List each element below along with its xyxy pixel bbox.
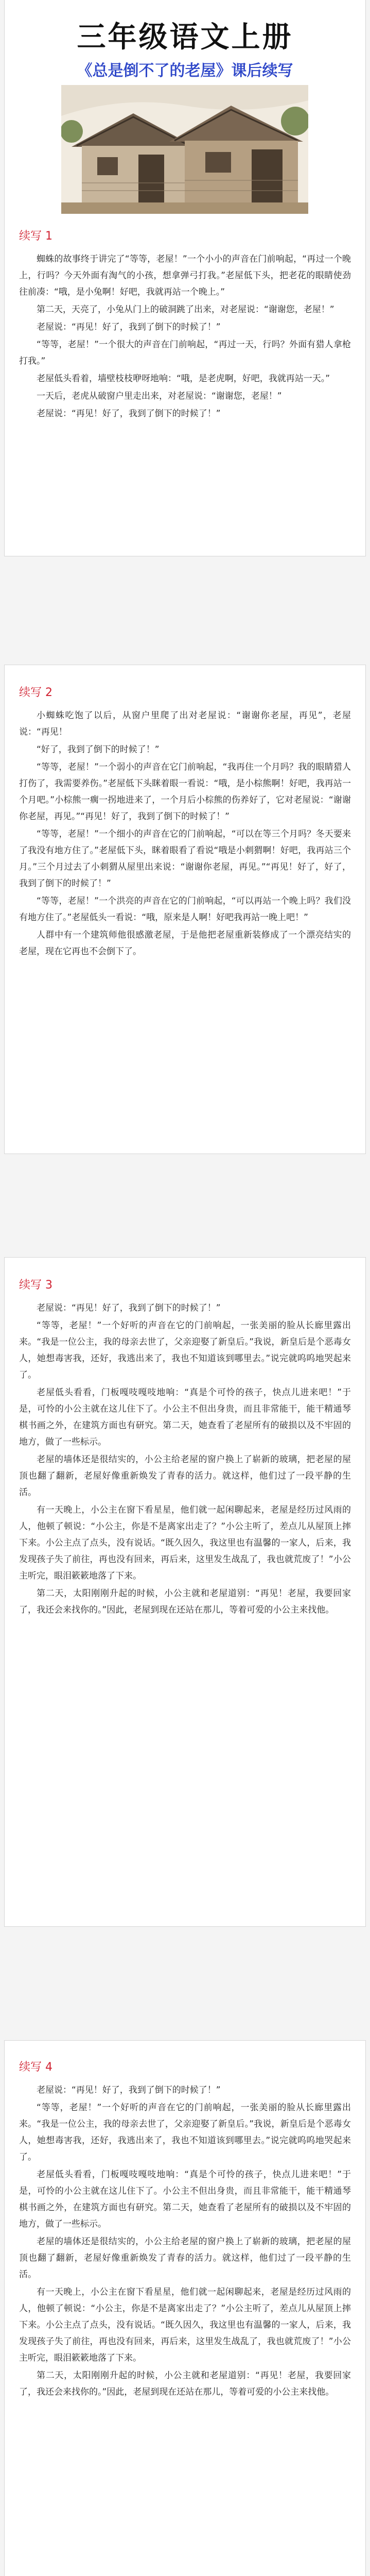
continuation-section-4 bbox=[19, 2060, 351, 2401]
old-house-illustration bbox=[61, 85, 308, 214]
paragraph: 老屋的墙体还是很结实的，小公主给老屋的窗户换上了崭新的玻璃，把老屋的屋顶也翻了翻新，老屋好像重新焕发了青春的活力。就这样，他们过了一段平静的生活。 bbox=[19, 1454, 351, 1498]
paragraph: 老屋的墙体还是很结实的，小公主给老屋的窗户换上了崭新的玻璃，把老屋的屋顶也翻了翻新，老屋好像重新焕发了青春的活力。就这样，他们过了一段平静的生活。 bbox=[19, 2236, 351, 2280]
paragraph: 老屋低头看看，门板嘎吱嘎吱地响：“真是个可怜的孩子，快点儿进来吧！”于是，可怜的小公主就在这儿住下了。小公主不但出身贵，而且非常能干，能干精通琴棋书画之外，在建筑方面也有研究。第二天，她查看了老屋所有的破损以及不牢固的地方，做了一些标示。 bbox=[19, 1387, 351, 1447]
paragraph: “等等，老屋！”一个弱小的声音在它门前响起，“我再住一个月吗？我的眼睛猎人打伤了，我需要养伤。”老屋低下头眯着眼一看说：“哦，是小棕熊啊！好吧，我再站一个月吧。”小棕熊一瘸一拐地进来了，一个月后小棕熊的伤养好了，它对老屋说：“谢谢你老屋，再见。”“再见！好了，我到了倒下的时候了！” bbox=[19, 762, 351, 822]
continuation-section-2 bbox=[19, 686, 351, 961]
paragraph: 蜘蛛的故事终于讲完了“等等，老屋！”一个小小的声音在门前响起，“再过一个晚上，行吗？今天外面有淘气的小孩，想拿弹弓打我。”老屋低下头，把老花的眼睛使劲往前凑：“哦，是小兔啊！好吧，我就再站一个晚上。” bbox=[19, 254, 351, 297]
paragraph: 老屋低头看看，门板嘎吱嘎吱地响：“真是个可怜的孩子，快点儿进来吧！”于是，可怜的小公主就在这儿住下了。小公主不但出身贵，而且非常能干，能干精通琴棋书画之外，在建筑方面也有研究。第二天，她查看了老屋所有的破损以及不牢固的地方，做了一些标示。 bbox=[19, 2170, 351, 2229]
paragraph: “等等，老屋！”一个洪亮的声音在它的门前响起，“可以再站一个晚上吗？我们没有地方住了。”老屋低头一看说：“哦，原来是人啊！好吧我再站一晚上吧！” bbox=[19, 896, 351, 923]
section-heading: 续写 4 bbox=[19, 2061, 52, 2074]
paragraph: “等等，老屋！”一个好听的声音在它的门前响起，一张美丽的脸从长廊里露出来。“我是一位公主，我的母亲去世了，父亲迎娶了新皇后。”我说，新皇后是个恶毒女人，她想毒害我，还好，我逃出来了，我也不知道该到哪里去。”说完就呜呜地哭起来了。 bbox=[19, 1320, 351, 1380]
page-sheet-2 bbox=[4, 665, 366, 1154]
paragraph: “等等，老屋！”一个很大的声音在门前响起，“再过一天，行吗？外面有猎人拿枪打我。” bbox=[19, 340, 351, 366]
page-subtitle: 《总是倒不了的老屋》课后续写 bbox=[77, 62, 293, 80]
paragraph: 小蜘蛛吃饱了以后，从窗户里爬了出对老屋说：“谢谢你老屋，再见”，老屋说：“再见！ bbox=[19, 710, 351, 737]
page-sheet-1 bbox=[4, 0, 366, 556]
paragraph: 人群中有一个建筑师他很感激老屋，于是他把老屋重新装修成了一个漂亮结实的老屋，现在它再也不会倒下了。 bbox=[19, 930, 351, 957]
paragraph: 有一天晚上，小公主在窗下看星星，他们就一起闲聊起来，老屋是经历过风雨的人，他顿了顿说：“小公主，你是不是离家出走了？”小公主听了，差点儿从屋顶上摔下来。小公主点了点头，没有说话。“既久因久，我这里也有温馨的一家人，后来，我发现孩子失了前往，再也没有回来，再后来，这里发生战乱了，我也就荒废了！”小公主听完，眼泪簌簌地落了下来。 bbox=[19, 1505, 351, 1581]
paragraph: 老屋说：“再见！好了，我到了倒下的时候了！” bbox=[37, 1303, 221, 1313]
paragraph: 第二天，太阳刚刚升起的时候，小公主就和老屋道别：“再见！老屋，我要回家了，我还会来找你的。”因此，老屋到现在还站在那儿，等着可爱的小公主来找他。 bbox=[19, 2370, 351, 2397]
paragraph: 老屋低头看着，墙壁枝枝咿呀地响：“哦，是老虎啊，好吧，我就再站一天。” bbox=[37, 374, 330, 384]
paragraph: 老屋说：“再见！好了，我到了倒下的时候了！” bbox=[37, 409, 221, 419]
page-sheet-4 bbox=[4, 2040, 366, 2576]
paragraph: 有一天晚上，小公主在窗下看星星，他们就一起闲聊起来，老屋是经历过风雨的人，他顿了顿说：“小公主，你是不是离家出走了？”小公主听了，差点儿从屋顶上摔下来。小公主点了点头，没有说话。“既久因久，我这里也有温馨的一家人，后来，我发现孩子失了前往，再也没有回来，再后来，这里发生战乱了，我也就荒废了！”小公主听完，眼泪簌簌地落了下来。 bbox=[19, 2287, 351, 2363]
paragraph: “等等，老屋！”一个细小的声音在它的门前响起，“可以在等三个月吗？冬天要来了我没有地方住了。”老屋低下头，眯着眼看了看说“哦是小刺猬啊！好吧，我再站三个月。”三个月过去了小刺猬从屋里出来说：“谢谢你老屋，再见。”“再见！好了，好了，我到了倒下的时候了！” bbox=[19, 829, 351, 889]
page-sheet-3 bbox=[4, 1257, 366, 1927]
section-heading: 续写 3 bbox=[19, 1279, 52, 1292]
continuation-section-3 bbox=[19, 1278, 351, 1619]
paragraph: “等等，老屋！”一个好听的声音在它的门前响起，一张美丽的脸从长廊里露出来。“我是一位公主，我的母亲去世了，父亲迎娶了新皇后。”我说，新皇后是个恶毒女人，她想毒害我，还好，我逃出来了，我也不知道该到哪里去。”说完就呜呜地哭起来了。 bbox=[19, 2103, 351, 2162]
continuation-section-1 bbox=[19, 229, 351, 423]
paragraph: 第二天，太阳刚刚升起的时候，小公主就和老屋道别：“再见！老屋，我要回家了，我还会来找你的。”因此，老屋到现在还站在那儿，等着可爱的小公主来找他。 bbox=[19, 1588, 351, 1615]
paragraph: 老屋说：“再见！好了，我到了倒下的时候了！” bbox=[37, 2085, 221, 2095]
paragraph: 老屋说：“再见！好了，我到了倒下的时候了！” bbox=[37, 322, 221, 332]
section-heading: 续写 1 bbox=[19, 230, 52, 243]
paragraph: 第二天，天亮了，小兔从门上的破洞跳了出来，对老屋说：“谢谢您，老屋！” bbox=[37, 304, 334, 315]
paragraph: “好了，我到了倒下的时候了！” bbox=[37, 744, 160, 755]
section-heading: 续写 2 bbox=[19, 686, 52, 699]
page-title: 三年级语文上册 bbox=[77, 21, 293, 54]
paragraph: 一天后，老虎从破窗户里走出来，对老屋说：“谢谢您，老屋！” bbox=[37, 391, 282, 401]
